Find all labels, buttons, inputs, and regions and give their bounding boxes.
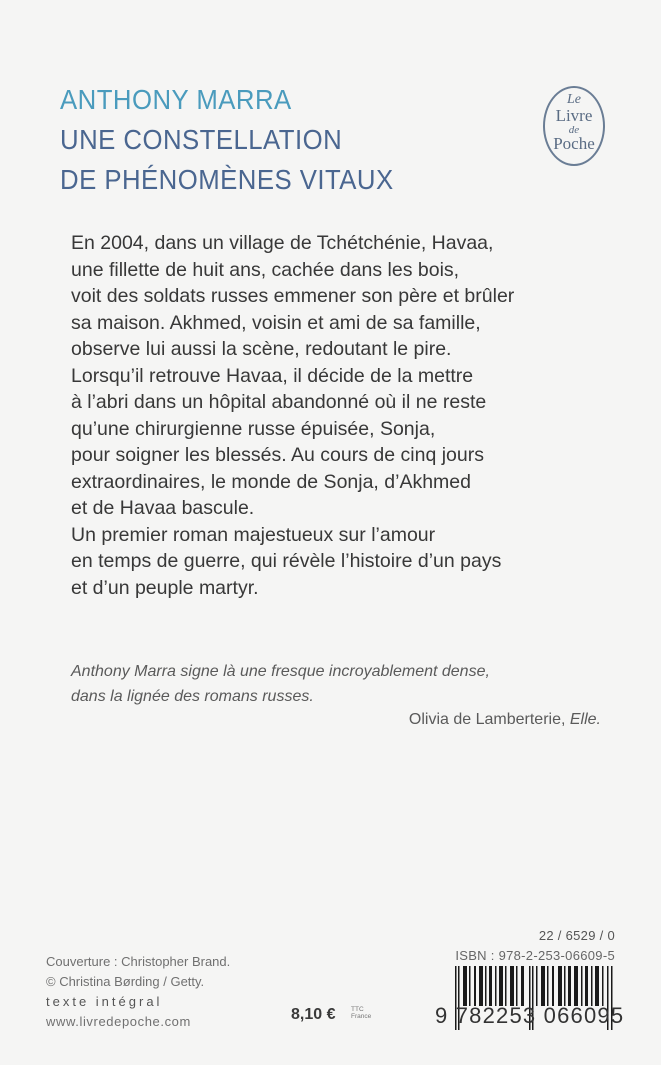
- logo-de: de: [568, 124, 580, 136]
- book-header: [60, 80, 423, 200]
- author-name: ANTHONY MARRA: [60, 84, 292, 115]
- price: 8,10 €: [291, 1006, 336, 1023]
- price-note: [351, 1006, 371, 1020]
- barcode-digits: 9 782253 066095: [435, 1003, 625, 1028]
- blurb-line: Un premier roman majestueux sur l’amour: [71, 523, 436, 546]
- blurb-line: Lorsqu’il retrouve Havaa, il décide de la mettre: [71, 364, 474, 387]
- blurb-line: qu’une chirurgienne russe épuisée, Sonja,: [71, 417, 436, 440]
- photo-copyright: © Christina Børding / Getty.: [46, 974, 205, 989]
- quote-line: dans la lignée des romans russes.: [71, 687, 314, 705]
- book-title-line-2: DE PHÉNOMÈNES VITAUX: [60, 164, 394, 195]
- blurb-line: sa maison. Akhmed, voisin et ami de sa famille,: [71, 311, 481, 334]
- publisher-website: www.livredepoche.com: [46, 1014, 191, 1029]
- blurb-line: En 2004, dans un village de Tchétchénie, Havaa,: [71, 232, 494, 254]
- blurb-line: observe lui aussi la scène, redoutant le pire.: [71, 338, 452, 360]
- attribution-name: Olivia de Lamberterie,: [408, 711, 570, 728]
- book-blurb: [71, 230, 514, 601]
- book-title-line-1: UNE CONSTELLATION: [60, 124, 343, 155]
- price-note-country: France: [351, 1013, 372, 1020]
- blurb-line: et de Havaa bascule.: [71, 497, 255, 519]
- blurb-line: en temps de guerre, qui révèle l’histoire d’un pays: [71, 550, 502, 572]
- blurb-line: une fillette de huit ans, cachée dans les bois,: [71, 258, 460, 281]
- credits: [46, 952, 230, 1032]
- logo-le: Le: [567, 92, 581, 107]
- catalog-code: 22 / 6529 / 0: [538, 928, 615, 943]
- quote-attribution: [409, 711, 601, 729]
- logo-livre: Livre: [555, 106, 593, 125]
- attribution-source: Elle.: [569, 711, 601, 728]
- blurb-line: et d’un peuple martyr.: [71, 576, 259, 599]
- logo-poche: Poche: [553, 134, 595, 153]
- blurb-line: extraordinaires, le monde de Sonja, d’Akhmed: [71, 470, 471, 493]
- blurb-line: pour soigner les blessés. Au cours de cinq jours: [71, 444, 484, 466]
- cover-credit: Couverture : Christopher Brand.: [46, 954, 231, 969]
- quote-line: Anthony Marra signe là une fresque incroyablement dense,: [71, 663, 490, 680]
- price-note-ttc: TTC: [351, 1006, 364, 1013]
- isbn: ISBN : 978-2-253-06609-5: [455, 948, 615, 963]
- publisher-logo: [543, 86, 605, 166]
- blurb-line: à l’abri dans un hôpital abandonné où il ne reste: [71, 391, 487, 413]
- edition-note: texte intégral: [46, 994, 163, 1009]
- press-quote: [71, 660, 490, 709]
- blurb-line: voit des soldats russes emmener son père et brûler: [71, 285, 515, 307]
